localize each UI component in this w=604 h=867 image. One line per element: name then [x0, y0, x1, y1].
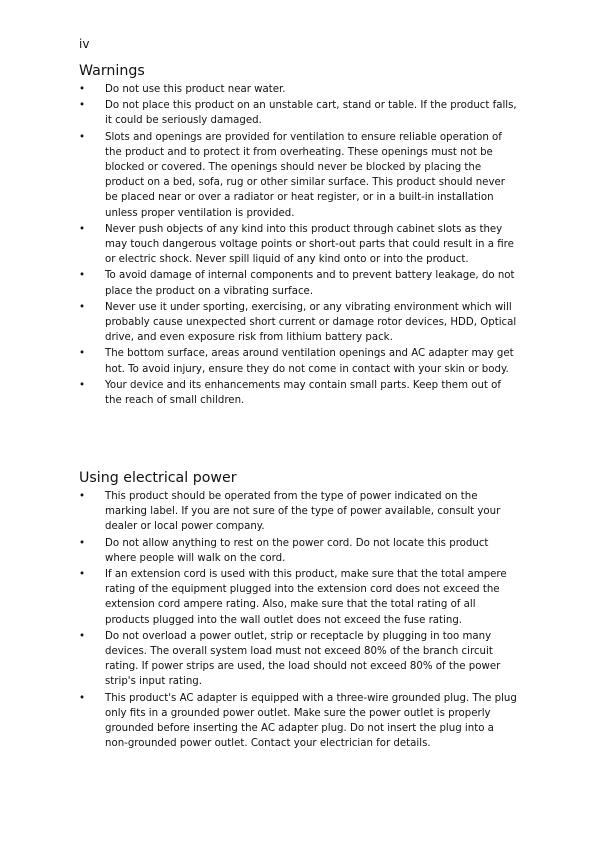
- bullet-icon: •: [79, 630, 86, 642]
- list-item: [79, 567, 519, 628]
- warnings-heading: Warnings: [79, 63, 145, 79]
- list-item: [79, 536, 519, 566]
- list-item: [79, 489, 519, 535]
- list-item: [79, 378, 519, 408]
- bullet-icon: •: [79, 692, 86, 704]
- list-item-text: The bottom surface, areas around ventilation openings and AC adapter may get hot. To avoid injury, ensure they do not come in contact with your skin or body.: [105, 348, 514, 375]
- list-item-text: Never use it under sporting, exercising, or any vibrating environment which will probably cause unexpected short current or damage rotor devices, HDD, Optical drive, and even exposure risk from lithium battery pack.: [105, 301, 517, 344]
- list-item-text: Do not use this product near water.: [105, 84, 286, 95]
- bullet-icon: •: [79, 537, 86, 549]
- bullet-icon: •: [79, 379, 86, 391]
- bullet-icon: •: [79, 301, 86, 313]
- bullet-icon: •: [79, 84, 86, 95]
- warnings-section: [79, 62, 519, 409]
- list-item-text: Do not overload a power outlet, strip or receptacle by plugging in too many devices. The overall system load must not exceed 80% of the branch circuit rating. If power strips are used, the load should not exceed 80% of the power strip's input rating.: [105, 630, 501, 688]
- list-item-text: Never push objects of any kind into this product through cabinet slots as they may touch dangerous voltage points or short-out parts that could result in a fire or electric shock. Never spill liquid of any kind onto or into the product.: [105, 223, 514, 266]
- bullet-icon: •: [79, 491, 86, 502]
- power-heading: Using electrical power: [79, 470, 237, 486]
- list-item-text: Slots and openings are provided for ventilation to ensure reliable operation of the product and to protect it from overheating. These openings must not be blocked or covered. The openings should never be blocked by placing the product on a bed, sofa, rug or other similar surface. This product should never be placed near or over a radiator or heat register, or in a built-in installation unless proper ventilation is provided.: [105, 131, 505, 219]
- bullet-icon: •: [79, 223, 86, 235]
- list-item-text: This product should be operated from the type of power indicated on the marking label. If you are not sure of the type of power available, consult your dealer or local power company.: [105, 491, 501, 533]
- bullet-icon: •: [79, 100, 86, 112]
- list-item-text: To avoid damage of internal components and to prevent battery leakage, do not place the product on a vibrating surface.: [105, 270, 515, 297]
- list-item: [79, 691, 519, 752]
- list-item-text: This product's AC adapter is equipped with a three-wire grounded plug. The plug only fits in a grounded power outlet. Make sure the power outlet is properly grounded before inserting the AC adapter plug. Do not insert the plug into a non-grounded power outlet. Contact your electrician for details.: [105, 692, 517, 750]
- bullet-icon: •: [79, 569, 86, 581]
- list-item: [79, 98, 519, 128]
- list-item-text: Your device and its enhancements may contain small parts. Keep them out of the reach of small children.: [105, 379, 501, 407]
- power-list: [79, 489, 519, 751]
- power-section: [79, 469, 519, 752]
- list-item: [79, 300, 519, 346]
- list-item: [79, 222, 519, 268]
- bullet-icon: •: [79, 348, 86, 360]
- bullet-icon: •: [79, 270, 86, 282]
- warnings-list: [79, 82, 519, 408]
- list-item-text: If an extension cord is used with this product, make sure that the total ampere rating of the equipment plugged into the extension cord does not exceed the extension cord ampere rating. Also, make sure that the total rating of all products plugged into the wall outlet does not exceed the fuse rating.: [105, 569, 507, 626]
- list-item-text: Do not place this product on an unstable cart, stand or table. If the product falls, it could be seriously damaged.: [105, 100, 517, 127]
- list-item: [79, 130, 519, 221]
- page-number: iv: [79, 37, 90, 51]
- list-item: [79, 629, 519, 690]
- bullet-icon: •: [79, 131, 86, 143]
- list-item: [79, 268, 519, 298]
- list-item: [79, 82, 519, 97]
- list-item-text: Do not allow anything to rest on the power cord. Do not locate this product where people will walk on the cord.: [105, 537, 489, 564]
- list-item: [79, 346, 519, 376]
